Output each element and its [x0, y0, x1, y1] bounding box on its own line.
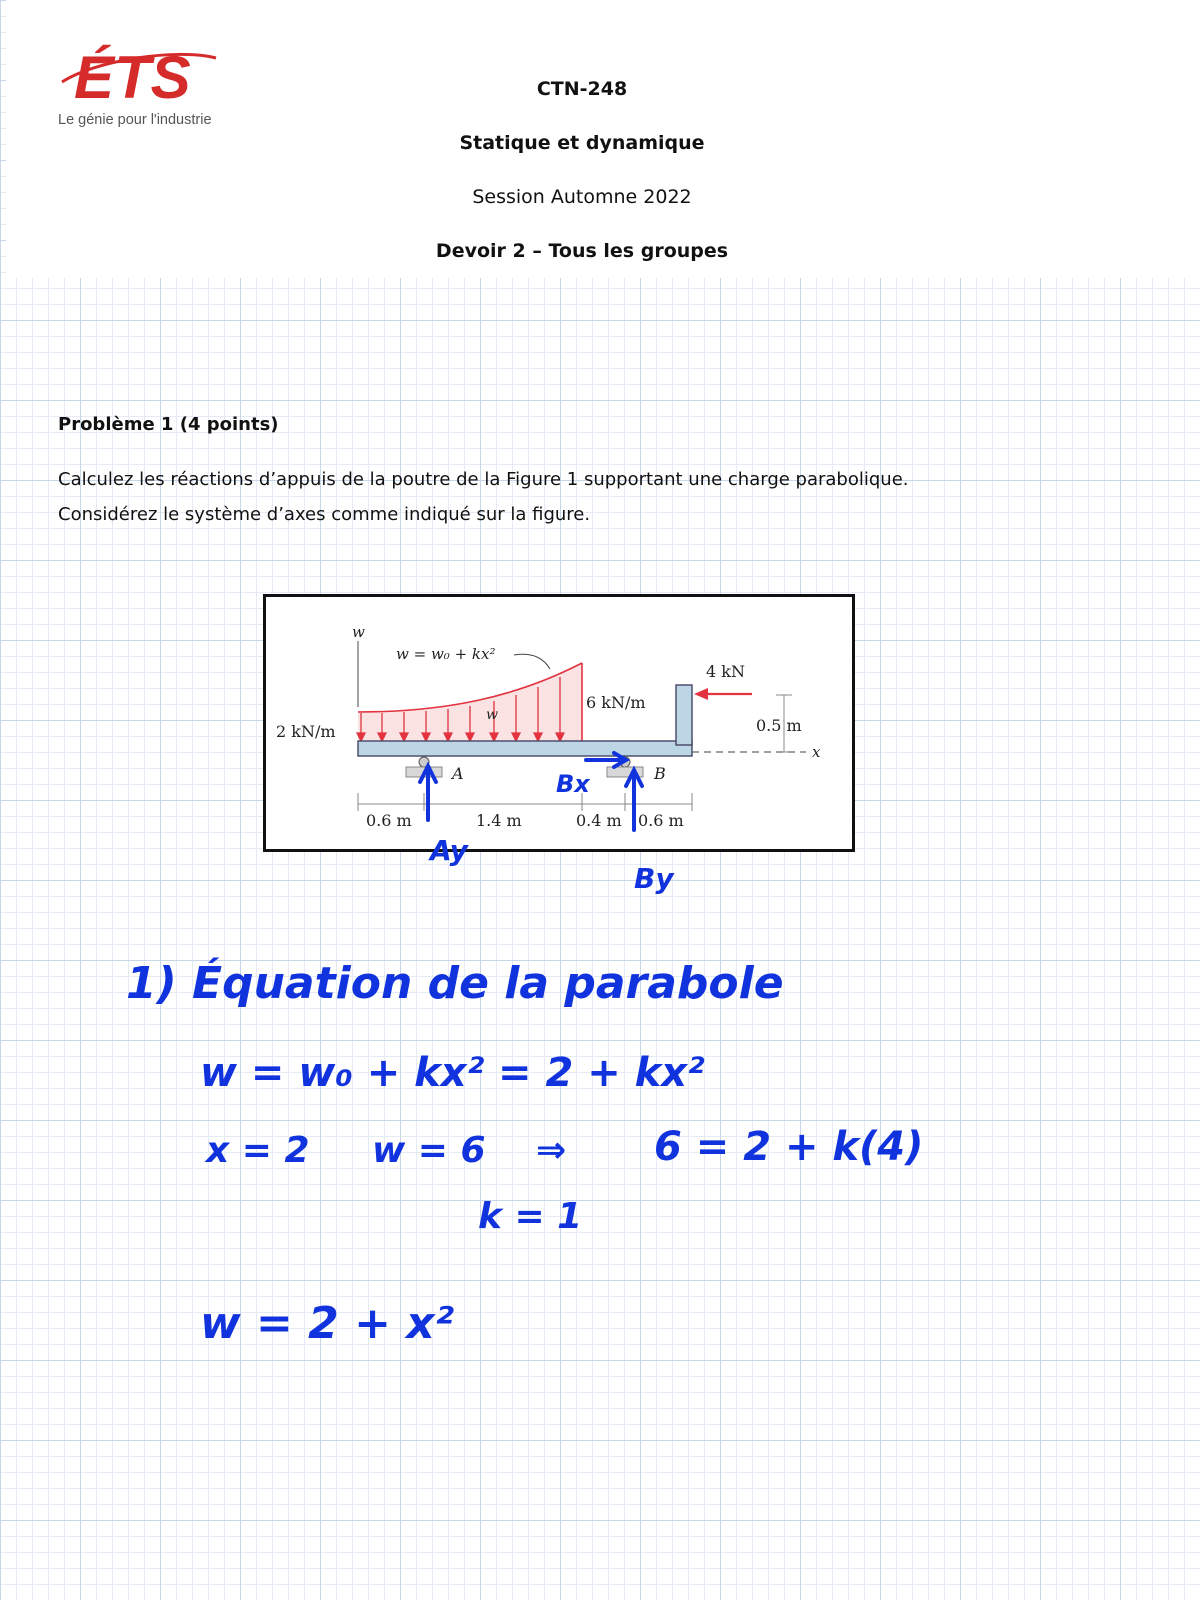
problem-statement-line-2: Considérez le système d’axes comme indiqué sur la figure. — [58, 504, 591, 525]
reaction-by-arrow — [626, 770, 642, 830]
problem-title: Problème 1 (4 points) — [58, 414, 279, 435]
equation-line-2-mid: w = 6 — [372, 1130, 486, 1171]
reaction-bx-arrow — [586, 753, 626, 767]
reaction-bx-label: Bx — [556, 770, 590, 798]
height-dim-label: 0.5 m — [756, 716, 802, 735]
dim-label-2: 1.4 m — [476, 811, 522, 830]
right-load-label: 6 kN/m — [586, 693, 646, 712]
assignment-title: Devoir 2 – Tous les groupes — [435, 240, 729, 262]
w-axis-label: w — [352, 623, 365, 641]
support-b-label: B — [654, 764, 666, 783]
left-load-label: 2 kN/m — [276, 722, 336, 741]
force-label: 4 kN — [706, 662, 745, 681]
course-code: CTN-248 — [536, 78, 628, 100]
step-title: 1) Équation de la parabole — [126, 958, 784, 1009]
reaction-by-label: By — [634, 862, 674, 895]
equation-line-1: w = w₀ + kx² = 2 + kx² — [200, 1050, 705, 1096]
course-title: Statique et dynamique — [459, 132, 705, 154]
equation-line-2-left: x = 2 — [206, 1130, 310, 1171]
dim-label-1: 0.6 m — [366, 811, 412, 830]
load-equation-label: w = w₀ + kx² — [396, 645, 496, 663]
equation-line-3: k = 1 — [478, 1196, 583, 1237]
support-a-label: A — [452, 764, 464, 783]
reaction-ay-label: Ay — [430, 834, 468, 867]
reaction-ay-arrow — [420, 766, 436, 820]
logo-text: ÉTS — [74, 44, 191, 110]
problem-statement-line-1: Calculez les réactions d’appuis de la poutre de la Figure 1 supportant une charge parabolique. — [58, 469, 909, 490]
dim-label-3: 0.4 m — [576, 811, 622, 830]
session: Session Automne 2022 — [472, 186, 692, 208]
equation-line-2-arrow: ⇒ — [536, 1130, 567, 1171]
equation-line-2-right: 6 = 2 + k(4) — [654, 1124, 924, 1170]
equation-line-4: w = 2 + x² — [200, 1298, 454, 1349]
dim-label-4: 0.6 m — [638, 811, 684, 830]
logo-tagline: Le génie pour l'industrie — [58, 112, 212, 128]
x-axis-label: x — [812, 743, 821, 761]
w-inner-label: w — [486, 707, 498, 723]
